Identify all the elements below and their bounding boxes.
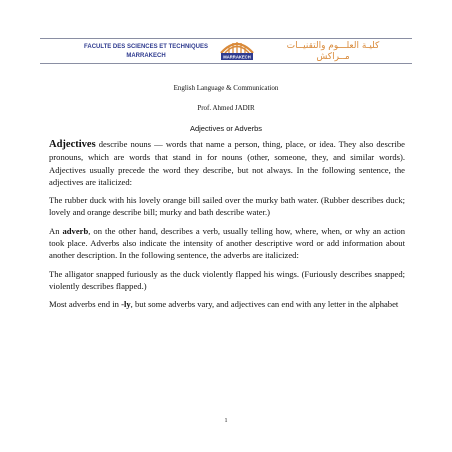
paragraph-adjective-example: The rubber duck with his lovely orange bill sailed over the murky bath water. (Rubber describes duck; lovely and orange describe bill; murky and bath describe water.)	[49, 195, 405, 218]
page-title: Adjectives or Adverbs	[189, 124, 263, 133]
paragraph-adverb-text: , on the other hand, describes a verb, usually telling how, where, when, or why an action took place. Adverbs also indicate the intensity of another descriptive word or add information about another description. In the following sentence, the adverbs are italicized:	[49, 225, 405, 261]
professor-name: Prof. Ahmed JADIR	[197, 104, 255, 112]
term-adverb: adverb	[62, 225, 89, 236]
paragraph-adjectives-text: describe nouns — words that name a person, thing, place, or idea. They also describe pronouns, which are words that stand in for nouns (other, someone, they, and similar words). Adjectives usually precede the word they describe, but not always. In the following sentence, the adjectives are italicized:	[49, 139, 405, 187]
paragraph-ly-text: , but some adverbs vary, and adjectives can end with any letter in the alphabet	[130, 299, 399, 310]
paragraph-ly-intro: Most adverbs end in	[49, 299, 122, 310]
faculty-name-arabic-line2: مــراكش	[316, 52, 350, 62]
faculty-name-arabic	[258, 41, 408, 63]
paragraph-adverb-example: The alligator snapped furiously as the duck violently flapped his wings. (Furiously describes snapped; violently describes flapped.)	[49, 268, 405, 291]
term-adjectives: Adjectives	[49, 139, 96, 150]
paragraph-adverb-intro: An	[49, 225, 63, 236]
faculty-name-french	[66, 43, 226, 61]
document-body	[49, 138, 405, 317]
paragraph-ly-rule	[49, 298, 405, 310]
term-ly-suffix: -ly	[121, 299, 131, 310]
faculty-name-arabic-line1: كليـة العلـــوم والتقنيــات	[286, 41, 380, 51]
logo-emblem-icon	[215, 33, 259, 69]
university-logo	[215, 33, 259, 69]
page-number: 1	[224, 418, 228, 424]
paragraph-adverb	[49, 225, 405, 262]
course-title: English Language & Communication	[173, 84, 279, 92]
paragraph-adjectives	[49, 138, 405, 188]
faculty-name-french-line1: FACULTE DES SCIENCES ET TECHNIQUES	[84, 44, 208, 50]
faculty-header	[0, 30, 452, 72]
logo-text: MARRAKECH	[223, 54, 251, 60]
faculty-name-french-line2: MARRAKECH	[126, 53, 166, 59]
